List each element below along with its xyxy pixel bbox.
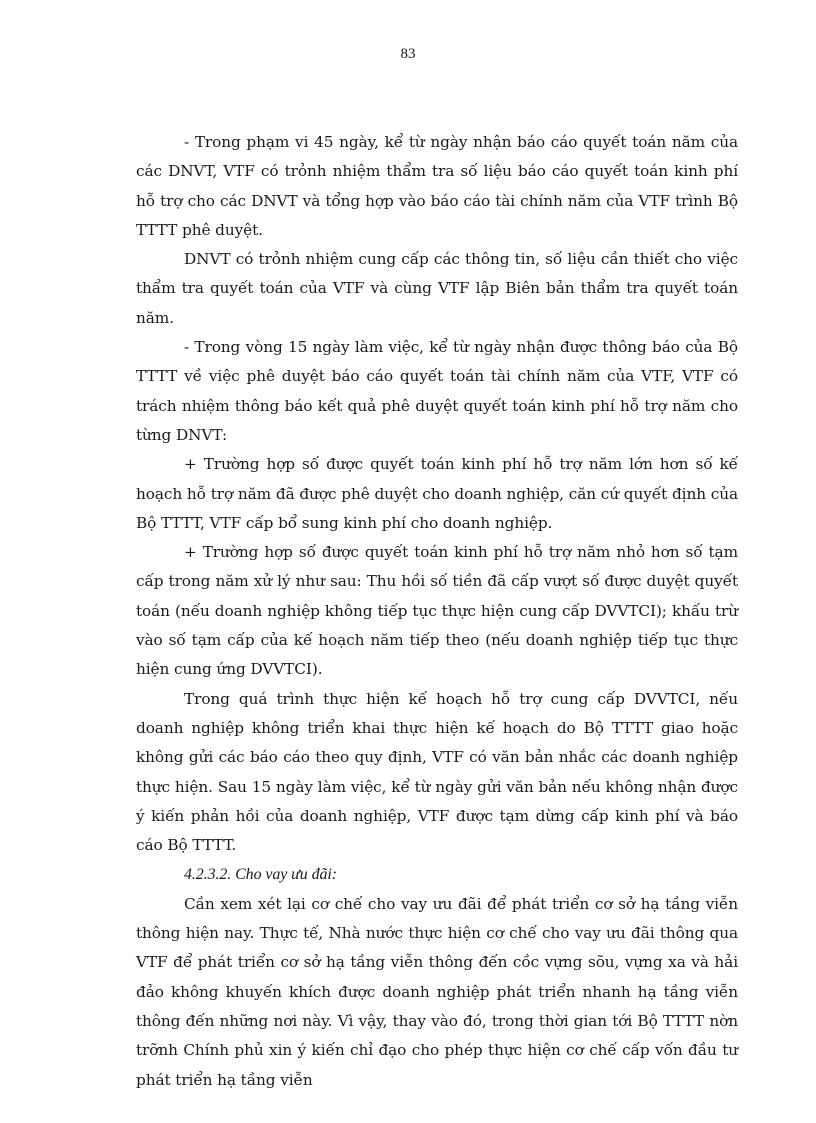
paragraph-quyet-toan-45-ngay: - Trong phạm vi 45 ngày, kể từ ngày nhận báo cáo quyết toán năm của các DNVT, VTF có trỏnh nhiệm thẩm tra số liệu báo cáo quyết toán kinh phí hỗ trợ cho các DNVT và tổng hợp vào báo cáo tài chính năm của VTF trình Bộ TTTT phê duyệt. (136, 133, 738, 239)
section-heading: 4.2.3.2. Cho vay ưu đãi: (184, 866, 337, 884)
paragraph-truong-hop-lon-hon: + Trường hợp số được quyết toán kinh phí hỗ trợ năm lớn hơn số kế hoạch hỗ trợ năm đã được phê duyệt cho doanh nghiệp, căn cứ quyết định của Bộ TTTT, VTF cấp bổ sung kinh phí cho doanh nghiệp. (136, 455, 738, 532)
document-body (136, 128, 738, 1095)
paragraph-dnvt-trach-nhiem: DNVT có trỏnh nhiệm cung cấp các thông tin, số liệu cần thiết cho việc thẩm tra quyết toán của VTF và cùng VTF lập Biên bản thẩm tra quyết toán năm. (136, 250, 738, 327)
paragraph-qua-trinh-thuc-hien: Trong quá trình thực hiện kế hoạch hỗ trợ cung cấp DVVTCI, nếu doanh nghiệp không triển khai thực hiện kế hoạch do Bộ TTTT giao hoặc không gửi các báo cáo theo quy định, VTF có văn bản nhắc các doanh nghiệp thực hiện. Sau 15 ngày làm việc, kể từ ngày gửi văn bản nếu không nhận được ý kiến phản hồi của doanh nghiệp, VTF được tạm dừng cấp kinh phí và báo cáo Bộ TTTT. (136, 689, 738, 855)
paragraph-truong-hop-nho-hon: + Trường hợp số được quyết toán kinh phí hỗ trợ năm nhỏ hơn số tạm cấp trong năm xử lý như sau: Thu hồi số tiền đã cấp vượt số được duyệt quyết toán (nếu doanh nghiệp không tiếp tục thực hiện cung cấp DVVTCI); khấu trừ vào số tạm cấp của kế hoạch năm tiếp theo (nếu doanh nghiệp tiếp tục thực hiện cung ứng DVVTCI). (136, 543, 738, 679)
paragraph-15-ngay-lam-viec: - Trong vòng 15 ngày làm việc, kể từ ngày nhận được thông báo của Bộ TTTT về việc phê duyệt báo cáo quyết toán tài chính năm của VTF, VTF có trách nhiệm thông báo kết quả phê duyệt quyết toán kinh phí hỗ trợ năm cho từng DNVT: (136, 338, 738, 444)
page-number: 83 (400, 46, 416, 62)
paragraph-cho-vay-uu-dai: Cần xem xét lại cơ chế cho vay ưu đãi để phát triển cơ sở hạ tầng viễn thông hiện nay. Thực tế, Nhà nước thực hiện cơ chế cho vay ưu đãi thông qua VTF để phát triển cơ sở hạ tầng viễn thông đến cồc vựng sõu, vựng xa và hải đảo không khuyến khích được doanh nghiệp phát triển nhanh hạ tầng viễn thông đến những nơi này. Vì vậy, thay vào đó, trong thời gian tới Bộ TTTT nờn trỡnh Chính phủ xin ý kiến chỉ đạo cho phép thực hiện cơ chế cấp vốn đầu tư phát triển hạ tầng viễn (136, 894, 738, 1089)
